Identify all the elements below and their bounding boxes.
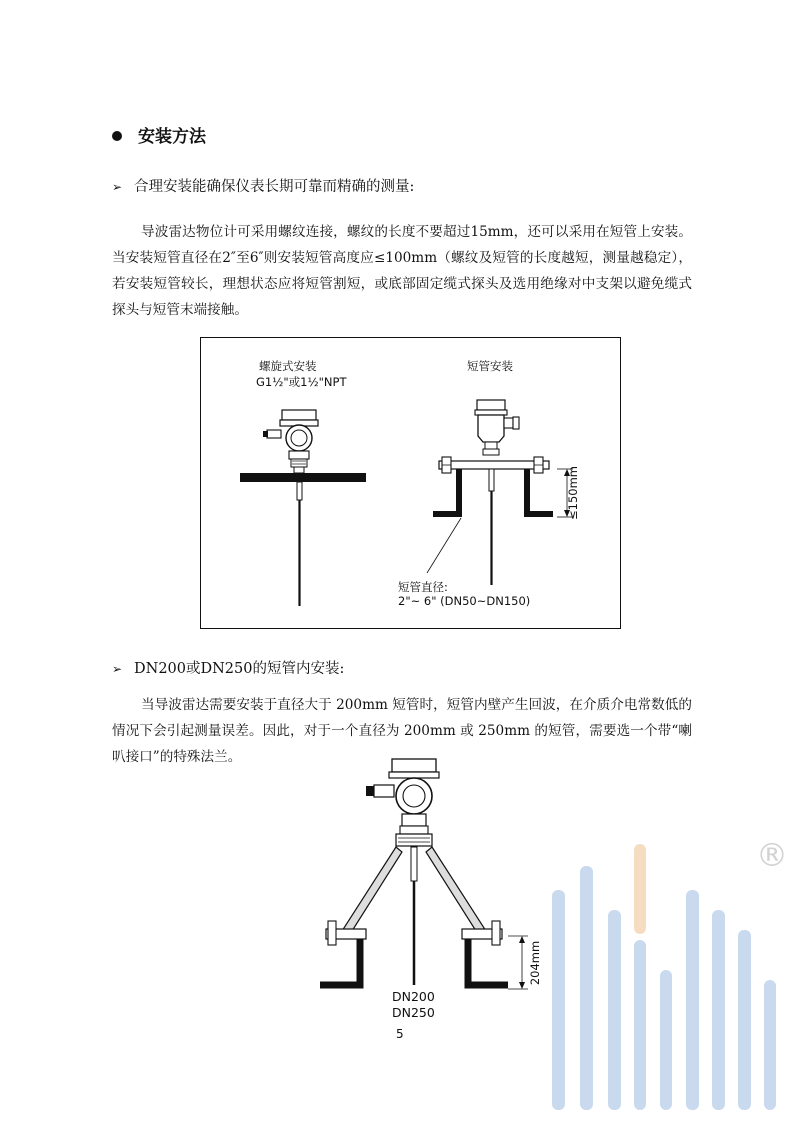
section-heading bbox=[112, 122, 206, 147]
nozzle-height-dimension: ≤150mm bbox=[566, 466, 580, 520]
arrow-bullet-icon: ➢ bbox=[112, 662, 123, 676]
bullet-icon bbox=[112, 131, 122, 141]
nozzle-diameter-label: 短管直径: bbox=[398, 580, 448, 594]
section-title: 安装方法 bbox=[138, 127, 206, 147]
dn-label-line-2: DN250 bbox=[392, 1005, 435, 1020]
paragraph-2-text: 当导波雷达需要安装于直径大于 200mm 短管时，短管内壁产生回波，在介质介电常数低的情况下会引起测量误差。因此，对于一个直径为 200mm 或 250mm 的短管，需要选一个带“喇叭接口”的特殊法兰。 bbox=[112, 697, 692, 765]
figure-horn-flange-install bbox=[300, 755, 560, 1025]
subheading-2-text: DN200或DN250的短管内安装: bbox=[134, 661, 345, 677]
threaded-install-subtitle: G1½"或1½"NPT bbox=[256, 375, 347, 389]
figure-installation-methods bbox=[200, 337, 621, 629]
threaded-install-title: 螺旋式安装 bbox=[259, 359, 317, 373]
subheading-1-text: 合理安装能确保仪表长期可靠而精确的测量: bbox=[134, 179, 415, 195]
threaded-install-diagram bbox=[240, 410, 366, 606]
paragraph-1 bbox=[112, 219, 692, 323]
dn-label-line-1: DN200 bbox=[392, 989, 435, 1004]
subheading-2 bbox=[112, 657, 344, 678]
registered-mark-icon: ® bbox=[756, 836, 788, 874]
horn-nozzle-height-dimension: 204mm bbox=[528, 940, 542, 986]
page-number: 5 bbox=[396, 1027, 404, 1041]
nozzle-install-title: 短管安装 bbox=[467, 359, 513, 373]
nozzle-install-diagram bbox=[427, 400, 573, 585]
subheading-1 bbox=[112, 175, 414, 196]
nozzle-diameter-value: 2"~ 6" (DN50~DN150) bbox=[398, 594, 531, 608]
paragraph-1-text: 导波雷达物位计可采用螺纹连接，螺纹的长度不要超过15mm，还可以采用在短管上安装。当安装短管直径在2″至6″则安装短管高度应≤100mm（螺纹及短管的长度越短，测量越稳定），若安装短管较长，理想状态应将短管割短，或底部固定缆式探头及选用绝缘对中支架以避免缆式探头与短管末端接触。 bbox=[112, 224, 692, 318]
arrow-bullet-icon: ➢ bbox=[112, 180, 123, 194]
